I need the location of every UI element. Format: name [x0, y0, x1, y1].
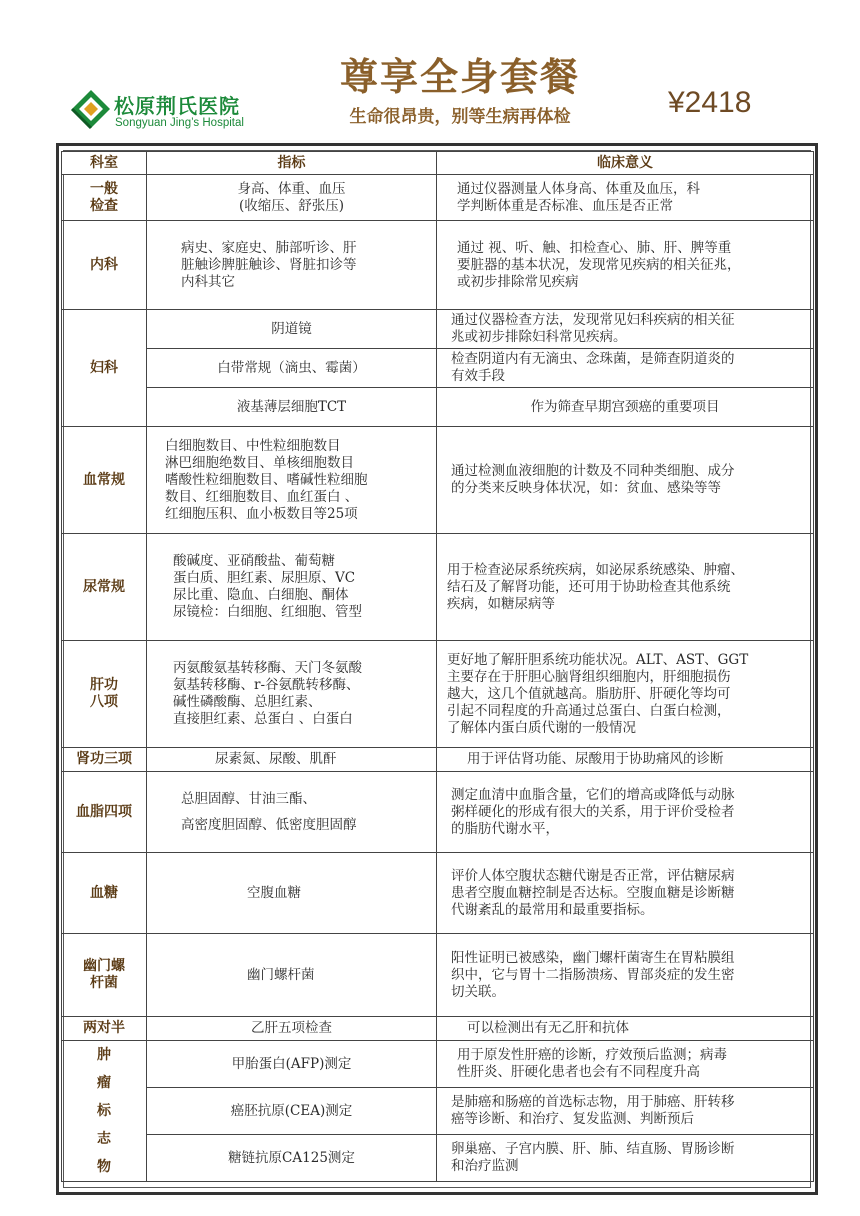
indicator-cell: 空腹血糖 [147, 853, 437, 934]
checkup-table [61, 151, 814, 1182]
meaning-cell: 卵巢癌、子宫内膜、肝、肺、结直肠、胃肠诊断 和治疗监测 [437, 1135, 814, 1182]
table-row [62, 748, 814, 772]
table-row [62, 641, 814, 748]
table-row [62, 388, 814, 427]
page-title: 尊享全身套餐 [339, 55, 580, 99]
table-row [62, 310, 814, 349]
logo-text-en: Songyuan Jing’s Hospital [115, 117, 244, 129]
meaning-cell: 检查阴道内有无滴虫、念珠菌，是筛查阴道炎的 有效手段 [437, 349, 814, 388]
dept-cell: 肿 瘤 标 志 物 [62, 1041, 147, 1182]
indicator-cell: 白细胞数目、中性粒细胞数目 淋巴细胞绝数目、单核细胞数目 嗜酸性粒细胞数目、嗜碱性粒细胞 数目、红细胞数目、血红蛋白 、 红细胞压积、血小板数目等25项 [147, 427, 437, 534]
meaning-cell: 通过 视、听、触、扣检查心、肺、肝、脾等重 要脏器的基本状况，发现常见疾病的相关征兆， 或初步排除常见疾病 [437, 221, 814, 310]
dept-cell: 血常规 [62, 427, 147, 534]
dept-cell: 幽门螺 杆菌 [62, 934, 147, 1017]
indicator-cell: 尿素氮、尿酸、肌酐 [147, 748, 437, 772]
dept-cell: 肾功三项 [62, 748, 147, 772]
indicator-cell: 幽门螺杆菌 [147, 934, 437, 1017]
meaning-cell: 通过仪器检查方法，发现常见妇科疾病的相关征 兆或初步排除妇科常见疾病。 [437, 310, 814, 349]
header-indicator: 指标 [147, 152, 437, 175]
table-row [62, 853, 814, 934]
indicator-cell: 酸碱度、亚硝酸盐、葡萄糖 蛋白质、胆红素、尿胆原、VC 尿比重、隐血、白细胞、酮体 尿镜检：白细胞、红细胞、管型 [147, 534, 437, 641]
dept-cell: 血糖 [62, 853, 147, 934]
indicator-cell: 阴道镜 [147, 310, 437, 349]
table-row [62, 427, 814, 534]
meaning-cell: 通过仪器测量人体身高、体重及血压，科 学判断体重是否标准、血压是否正常 [437, 175, 814, 221]
table-row [62, 1088, 814, 1135]
table-row [62, 175, 814, 221]
dept-cell: 内科 [62, 221, 147, 310]
meaning-cell: 测定血清中血脂含量，它们的增高或降低与动脉 粥样硬化的形成有很大的关系，用于评价受检者 的脂肪代谢水平， [437, 772, 814, 853]
dept-cell: 肝功 八项 [62, 641, 147, 748]
table-header-row [62, 152, 814, 175]
meaning-cell: 是肺癌和肠癌的首选标志物，用于肺癌、肝转移 癌等诊断、和治疗、复发监测、判断预后 [437, 1088, 814, 1135]
meaning-cell: 用于检查泌尿系统疾病，如泌尿系统感染、肿瘤、 结石及了解肾功能，还可用于协助检查其他系统 疾病，如糖尿病等 [437, 534, 814, 641]
table-row [62, 1041, 814, 1088]
dept-cell: 一般 检查 [62, 175, 147, 221]
table-row [62, 349, 814, 388]
logo-diamond-icon [70, 88, 112, 130]
meaning-cell: 通过检测血液细胞的计数及不同种类细胞、成分 的分类来反映身体状况，如：贫血、感染等等 [437, 427, 814, 534]
hospital-logo [70, 88, 245, 138]
indicator-cell: 丙氨酸氨基转移酶、天门冬氨酸 氨基转移酶、r-谷氨酰转移酶、 碱性磷酸酶、总胆红素、 直接胆红素、总蛋白 、白蛋白 [147, 641, 437, 748]
indicator-cell: 白带常规（滴虫、霉菌） [147, 349, 437, 388]
dept-cell: 血脂四项 [62, 772, 147, 853]
table-row [62, 221, 814, 310]
table-row [62, 1135, 814, 1182]
dept-cell: 尿常规 [62, 534, 147, 641]
indicator-cell: 总胆固醇、甘油三酯、 高密度胆固醇、低密度胆固醇 [147, 772, 437, 853]
meaning-cell: 评价人体空腹状态糖代谢是否正常，评估糖尿病 患者空腹血糖控制是否达标。空腹血糖是诊断糖 代谢紊乱的最常用和最重要指标。 [437, 853, 814, 934]
indicator-cell: 病史、家庭史、肺部听诊、肝 脏触诊脾脏触诊、肾脏扣诊等 内科其它 [147, 221, 437, 310]
logo-text-cn: 松原荆氏医院 [114, 94, 240, 118]
table-row [62, 772, 814, 853]
table-row [62, 534, 814, 641]
indicator-cell: 癌胚抗原(CEA)测定 [147, 1088, 437, 1135]
meaning-cell: 作为筛查早期宫颈癌的重要项目 [437, 388, 814, 427]
header [0, 0, 860, 145]
package-price: ¥2418 [668, 86, 752, 119]
meaning-cell: 用于原发性肝癌的诊断，疗效预后监测；病毒 性肝炎、肝硬化患者也会有不同程度升高 [437, 1041, 814, 1088]
indicator-cell: 甲胎蛋白(AFP)测定 [147, 1041, 437, 1088]
meaning-cell: 用于评估肾功能、尿酸用于协助痛风的诊断 [437, 748, 814, 772]
table-row [62, 934, 814, 1017]
table-row [62, 1017, 814, 1041]
indicator-cell: 乙肝五项检查 [147, 1017, 437, 1041]
indicator-cell: 液基薄层细胞TCT [147, 388, 437, 427]
header-dept: 科室 [62, 152, 147, 175]
indicator-cell: 糖链抗原CA125测定 [147, 1135, 437, 1182]
dept-cell: 两对半 [62, 1017, 147, 1041]
meaning-cell: 阳性证明已被感染，幽门螺杆菌寄生在胃粘膜组 织中，它与胃十二指肠溃疡、胃部炎症的发生密 切关联。 [437, 934, 814, 1017]
dept-cell: 妇科 [62, 310, 147, 427]
header-meaning: 临床意义 [437, 152, 814, 175]
page-subtitle: 生命很昂贵，别等生病再体检 [349, 107, 571, 127]
meaning-cell: 更好地了解肝胆系统功能状况。ALT、AST、GGT 主要存在于肝胆心脑肾组织细胞内，肝细胞损伤 越大，这几个值就越高。脂肪肝、肝硬化等均可 引起不同程度的升高通过总蛋白、白蛋白检测， 了解体内蛋白质代谢的一般情况 [437, 641, 814, 748]
indicator-cell: 身高、体重、血压 (收缩压、舒张压) [147, 175, 437, 221]
meaning-cell: 可以检测出有无乙肝和抗体 [437, 1017, 814, 1041]
